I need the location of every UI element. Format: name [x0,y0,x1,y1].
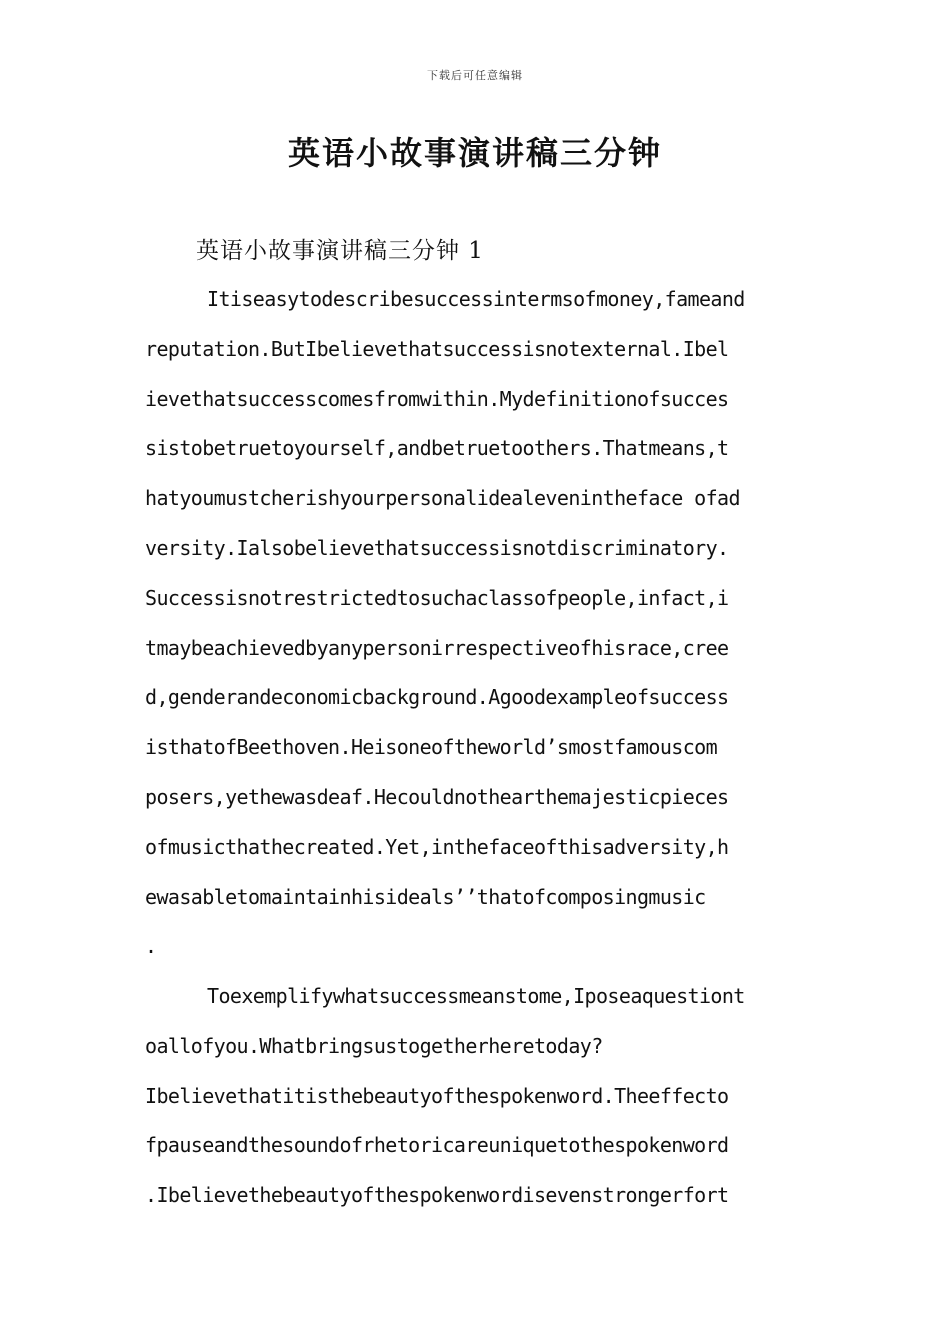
text-line: versity.Ialsobelievethatsuccessisnotdiscriminatory. [145,535,729,560]
text-line: ewasabletomaintainhisideals’’thatofcomposingmusic [145,884,706,909]
text-line: sistobetruetoyourself,andbetruetoothers.Thatmeans,t [145,436,729,461]
text-line: ievethatsuccesscomesfromwithin.Mydefinitionofsucces [145,386,729,411]
text-line: d,genderandeconomicbackground.Agoodexampleofsuccess [145,685,729,710]
text-line: ofmusicthathecreated.Yet,inthefaceofthisadversity,h [145,834,729,859]
text-line: Toexemplifywhatsuccessmeanstome,Iposeaquestiont [207,984,745,1008]
text-line: Successisnotrestrictedtosuchaclassofpeople,infact,i [145,585,729,610]
document-title: 英语小故事演讲稿三分钟 [287,134,662,172]
text-line: .Ibelievethebeautyofthespokenwordisevenstrongerfort [145,1183,729,1208]
text-line: Ibelievethatitisthebeautyofthespokenword.Theeffecto [145,1083,729,1108]
text-line: Itiseasytodescribesuccessintermsofmoney,fameand [207,287,745,311]
section-heading: 英语小故事演讲稿三分钟 1 [196,238,484,264]
paragraph-2 [145,972,815,1221]
header-note: 下载后可任意编辑 [427,69,523,82]
text-line: hatyoumustcherishyourpersonalidealevenintheface ofad [145,486,740,511]
text-line: oallofyou.Whatbringsustogetherheretoday? [145,1033,603,1058]
text-line: reputation.ButIbelievethatsuccessisnotexternal.Ibel [145,336,729,361]
paragraph-1 [145,275,815,972]
text-line: posers,yethewasdeaf.Hecouldnothearthemajesticpieces [145,784,729,809]
text-line: fpauseandthesoundofrhetoricareuniquetothespokenword [145,1133,729,1158]
text-line: isthatofBeethoven.Heisoneoftheworld’smostfamouscom [145,735,718,760]
text-line: tmaybeachievedbyanypersonirrespectiveofhisrace,cree [145,635,729,660]
text-line: . [145,934,157,959]
